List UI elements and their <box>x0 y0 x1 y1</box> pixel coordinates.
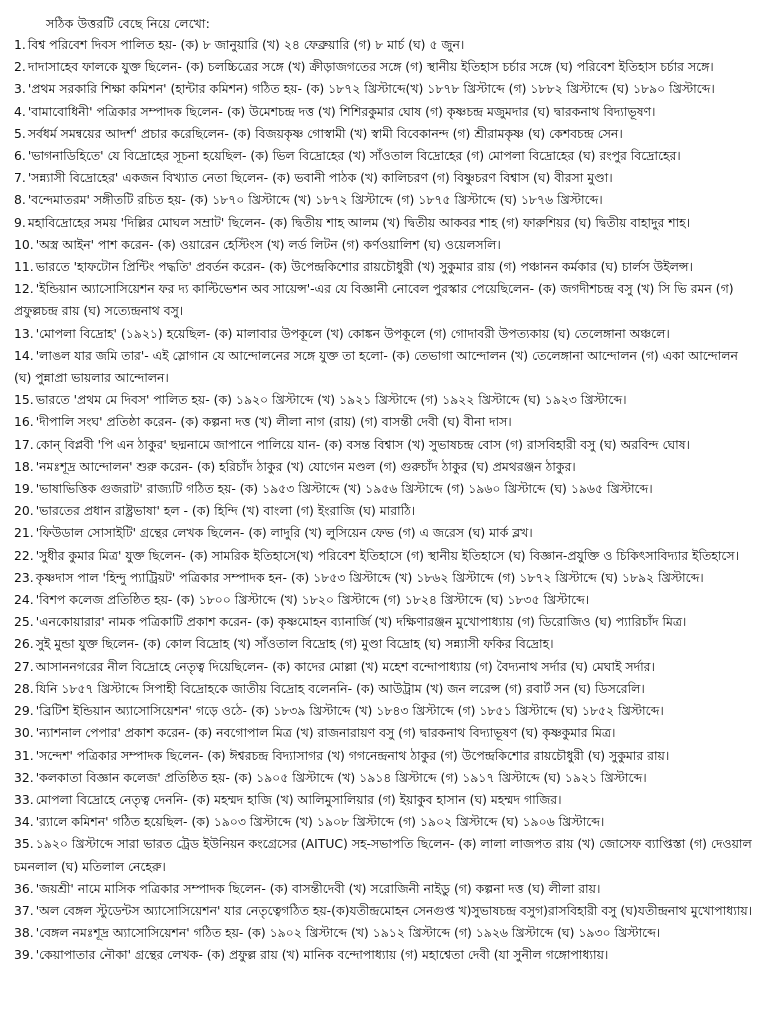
question-item <box>14 212 758 234</box>
question-item <box>14 545 758 567</box>
question-number: 3. <box>14 81 26 97</box>
question-number: 16. <box>14 414 34 430</box>
question-text: 'প্রথম সরকারি শিক্ষা কমিশন' (হান্টার কমিশন) গঠিত হয়- (ক) ১৮৭২ খ্রিস্টাব্দে(খ) ১৮৭৮ খ্রিস্টাব্দে (গ) ১৮৮২ খ্রিস্টাব্দে (ঘ) ১৮৯০ খ্রিস্টাব্দে। <box>27 81 715 97</box>
question-number: 6. <box>14 148 26 164</box>
question-number: 8. <box>14 192 26 208</box>
question-item <box>14 767 758 789</box>
question-item <box>14 145 758 167</box>
question-number: 5. <box>14 125 26 141</box>
question-text: মহাবিদ্রোহের সময় 'দিল্লির মোঘল সম্রাট' ছিলেন- (ক) দ্বিতীয় শাহ আলম (খ) দ্বিতীয় আকবর শাহ (গ) ফারুশিয়র (ঘ) দ্বিতীয় বাহাদুর শাহ। <box>27 214 691 230</box>
question-text: 'কলকাতা বিজ্ঞান কলেজ' প্রতিষ্ঠিত হয়- (ক) ১৯০৫ খ্রিস্টাব্দে (খ) ১৯১৪ খ্রিস্টাব্দে (গ) ১৯১৭ খ্রিস্টাব্দে (ঘ) ১৯২১ খ্রিস্টাব্দে। <box>35 769 647 785</box>
question-number: 4. <box>14 103 26 119</box>
question-text: সর্বধর্ম সমন্বয়ের আদর্শ' প্রচার করেছিলেন- (ক) বিজয়কৃষ্ণ গোস্বামী (খ) স্বামী বিবেকানন্দ (গ) শ্রীরামকৃষ্ণ (ঘ) কেশবচন্দ্র সেন। <box>27 125 623 141</box>
question-text: 'ইন্ডিয়ান অ্যাসোসিয়েশন ফর দ্য কাল্টিভেশন অব সায়েন্স'-এর যে বিজ্ঞানী নোবেল পুরস্কার পেয়েছিলেন- (ক) জগদীশচন্দ্র বসু (খ) সি ভি রমন (গ) প্রফুল্লচন্দ্র রায় (ঘ) সত্যেন্দ্রনাথ বসু। <box>14 281 734 319</box>
question-number: 9. <box>14 214 26 230</box>
question-text: 'ব্রিটিশ ইন্ডিয়ান অ্যাসোসিয়েশন' গড়ে ওঠে- (ক) ১৮৩৯ খ্রিস্টাব্দে (খ) ১৮৪৩ খ্রিস্টাব্দে (গ) ১৮৫১ খ্রিস্টাব্দে (ঘ) ১৮৫২ খ্রিস্টাব্দে। <box>35 703 664 719</box>
question-text: 'ফিউডাল সোসাইটি' গ্রন্থের লেখক ছিলেন- (ক) লাদুরি (খ) লুসিয়েন ফেভ (গ) এ জরেস (ঘ) মার্ক ব্লখ। <box>35 525 533 541</box>
question-item <box>14 878 758 900</box>
question-text: মোপলা বিদ্রোহে নেতৃত্ব দেননি- (ক) মহম্মদ হাজি (খ) আলিমুসালিয়ার (গ) ইয়াকুব হাসান (ঘ) মহম্মদ গাজির। <box>35 791 562 807</box>
question-number: 13. <box>14 325 34 341</box>
question-text: 'বন্দেমাতরম' সঙ্গীতটি রচিত হয়- (ক) ১৮৭০ খ্রিস্টাব্দে (খ) ১৮৭২ খ্রিস্টাব্দে (গ) ১৮৭৫ খ্রিস্টাব্দে (ঘ) ১৮৭৬ খ্রিস্টাব্দে। <box>27 192 603 208</box>
question-item <box>14 700 758 722</box>
question-list <box>14 34 758 967</box>
question-text: 'কেয়াপাতার নৌকা' গ্রন্থের লেখক- (ক) প্রফুল্ল রায় (খ) মানিক বন্দোপাধ্যায় (গ) মহাশ্বেতা দেবী (যা সুনীল গঙ্গোপাধ্যায়। <box>35 947 609 963</box>
question-number: 2. <box>14 59 26 75</box>
question-item <box>14 278 758 322</box>
question-item <box>14 78 758 100</box>
question-text: কোন্ বিপ্লবী 'পি এন ঠাকুর' ছদ্মনামে জাপানে পালিয়ে যান- (ক) বসন্ত বিশ্বাস (খ) সুভাষচন্দ্র বোস (গ) রাসবিহারী বসু (ঘ) অরবিন্দ ঘোষ। <box>35 436 690 452</box>
question-number: 39. <box>14 947 34 963</box>
question-item <box>14 123 758 145</box>
question-number: 14. <box>14 347 34 363</box>
question-number: 10. <box>14 236 34 252</box>
question-text: 'সন্দেশ' পত্রিকার সম্পাদক ছিলেন- (ক) ঈশ্বরচন্দ্র বিদ্যাসাগর (খ) গগনেন্দ্রনাথ ঠাকুর (গ) উপেন্দ্রকিশোর রায়চৌধুরী (ঘ) সুকুমার রায়। <box>35 747 670 763</box>
question-number: 15. <box>14 392 34 408</box>
question-item <box>14 389 758 411</box>
question-item <box>14 56 758 78</box>
question-item <box>14 922 758 944</box>
question-item <box>14 345 758 389</box>
question-item <box>14 234 758 256</box>
question-text: 'ভাগনাডিহিতে' যে বিদ্রোহের সূচনা হয়েছিল- (ক) ভিল বিদ্রোহের (খ) সাঁওতাল বিদ্রোহের (গ) মোপলা বিদ্রোহের (ঘ) রংপুর বিদ্রোহের। <box>27 148 681 164</box>
question-text: বিশ্ব পরিবেশ দিবস পালিত হয়- (ক) ৮ জানুয়ারি (খ) ২৪ ফেব্রুয়ারি (গ) ৮ মার্চ (ঘ) ৫ জুন। <box>27 37 465 52</box>
page-title: সঠিক উত্তরটি বেছে নিয়ে লেখো: <box>46 16 210 31</box>
question-number: 34. <box>14 814 34 830</box>
question-item <box>14 411 758 433</box>
question-item <box>14 722 758 744</box>
question-number: 22. <box>14 547 34 563</box>
question-item <box>14 745 758 767</box>
question-text: 'লাঙল যার জমি তার'- এই স্লোগান যে আন্দোলনের সঙ্গে যুক্ত তা হলো- (ক) তেভাগা আন্দোলন (খ) তেলেঙ্গানা আন্দোলন (গ) একা আন্দোলন (ঘ) পুন্নাপ্রা ভায়লার আন্দোলন। <box>14 347 738 386</box>
question-text: ভারতে 'হাফটোন প্রিন্টিং পদ্ধতি' প্রবর্তন করেন- (ক) উপেন্দ্রকিশোর রায়চৌধুরী (খ) সুকুমার রায় (গ) পঞ্চানন কর্মকার (ঘ) চার্লস উইলন্স। <box>35 259 693 275</box>
question-number: 29. <box>14 703 34 719</box>
question-number: 28. <box>14 680 34 696</box>
question-number: 30. <box>14 725 34 741</box>
question-number: 1. <box>14 37 26 52</box>
question-item <box>14 256 758 278</box>
question-text: 'এনকোয়ারার' নামক পত্রিকাটি প্রকাশ করেন- (ক) কৃষ্ণমোহন ব্যানার্জি (খ) দক্ষিণারঞ্জন মুখোপাধ্যায় (গ) ডিরোজিও (ঘ) প্যারিচাঁদ মিত্র। <box>35 614 687 630</box>
question-item <box>14 500 758 522</box>
question-item <box>14 633 758 655</box>
question-number: 20. <box>14 503 34 519</box>
question-text: 'ভাষাভিত্তিক গুজরাট' রাজ্যটি গঠিত হয়- (ক) ১৯৫৩ খ্রিস্টাব্দে (খ) ১৯৫৬ খ্রিস্টাব্দে (গ) ১৯৬০ খ্রিস্টাব্দে (ঘ) ১৯৬৫ খ্রিস্টাব্দে। <box>35 481 653 497</box>
question-text: দাদাসাহেব ফালকে যুক্ত ছিলেন- (ক) চলচ্চিত্রের সঙ্গে (খ) ক্রীড়াজগতের সঙ্গে (গ) স্থানীয় ইতিহাস চর্চার সঙ্গে (ঘ) পরিবেশ ইতিহাস চর্চার সঙ্গে। <box>27 59 714 75</box>
question-text: কৃষ্ণদাস পাল 'হিন্দু প্যাট্রিয়ট' পত্রিকার সম্পাদক হন- (ক) ১৮৫৩ খ্রিস্টাব্দে (খ) ১৮৬২ খ্রিস্টাব্দে (গ) ১৮৭২ খ্রিস্টাব্দে (ঘ) ১৮৯২ খ্রিস্টাব্দে। <box>35 569 704 585</box>
question-item <box>14 567 758 589</box>
question-number: 33. <box>14 791 34 807</box>
question-item <box>14 789 758 811</box>
question-number: 7. <box>14 170 26 186</box>
question-number: 17. <box>14 436 34 452</box>
question-text: আসাননগরের নীল বিদ্রোহে নেতৃত্ব দিয়েছিলেন- (ক) কাদের মোল্লা (খ) মহেশ বন্দোপাধ্যায় (গ) বৈদ্যনাথ সর্দার (ঘ) মেঘাই সর্দার। <box>35 658 655 674</box>
question-text: 'অল বেঙ্গল স্টুডেন্টস অ্যাসোসিয়েশন' যার নেতৃত্বেগঠিত হয়-(ক)যতীন্দ্রমোহন সেনগুপ্ত খ)সুভাষচন্দ্র বসুগ)রাসবিহারী বসু (ঘ)যতীন্দ্রনাথ মুখোপাধ্যায়। <box>35 902 753 918</box>
question-item <box>14 611 758 633</box>
question-text: 'ভারতের প্রধান রাষ্ট্রভাষা' হল - (ক) হিন্দি (খ) বাংলা (গ) ইংরাজি (ঘ) মারাঠি। <box>35 503 416 519</box>
question-item <box>14 434 758 456</box>
question-item <box>14 833 758 877</box>
question-item <box>14 678 758 700</box>
question-text: 'দীপালি সংঘ' প্রতিষ্ঠা করেন- (ক) কল্পনা দত্ত (খ) লীলা নাগ (রায়) (গ) বাসন্তী দেবী (ঘ) বীনা দাস। <box>35 414 512 430</box>
question-text: ভারতে 'প্রথম মে দিবস' পালিত হয়- (ক) ১৯২০ খ্রিস্টাব্দে (খ) ১৯২১ খ্রিস্টাব্দে (গ) ১৯২২ খ্রিস্টাব্দে (ঘ) ১৯২৩ খ্রিস্টাব্দে। <box>35 392 627 408</box>
question-item <box>14 900 758 922</box>
question-text: সুই মুন্ডা যুক্ত ছিলেন- (ক) কোল বিদ্রোহ (খ) সাঁওতাল বিদ্রোহ (গ) মুণ্ডা বিদ্রোহ (ঘ) সন্ন্যাসী ফকির বিদ্রোহ। <box>35 636 554 652</box>
question-text: 'ন্যাশনাল পেপার' প্রকাশ করেন- (ক) নবগোপাল মিত্র (খ) রাজনারায়ণ বসু (গ) দ্বারকনাথ বিদ্যাভূষণ (ঘ) কৃষ্ণকুমার মিত্র। <box>35 725 616 741</box>
question-number: 37. <box>14 902 34 918</box>
question-number: 25. <box>14 614 34 630</box>
question-text: 'বামাবোধিনী' পত্রিকার সম্পাদক ছিলেন- (ক) উমেশচন্দ্র দত্ত (খ) শিশিরকুমার ঘোষ (গ) কৃষ্ণচন্দ্র মজুমদার (ঘ) দ্বারকনাথ বিদ্যাভূষণ। <box>27 103 656 119</box>
question-item <box>14 478 758 500</box>
question-text: 'জয়শ্রী' নামে মাসিক পত্রিকার সম্পাদক ছিলেন- (ক) বাসন্তীদেবী (খ) সরোজিনী নাইডু (গ) কল্পনা দত্ত (ঘ) লীলা রায়। <box>35 880 601 896</box>
question-number: 19. <box>14 481 34 497</box>
question-text: 'সন্ন্যাসী বিদ্রোহের' একজন বিখ্যাত নেতা ছিলেন- (ক) ভবানী পাঠক (খ) কালিচরণ (গ) বিষ্ণুচরণ বিশ্বাস (ঘ) বীরসা মুণ্ডা। <box>27 170 613 186</box>
question-text: 'বেঙ্গল নমঃশূদ্র অ্যাসোসিয়েশন' গঠিত হয়- (ক) ১৯০২ খ্রিস্টাব্দে (খ) ১৯১২ খ্রিস্টাব্দে (গ) ১৯২৬ খ্রিস্টাব্দে (ঘ) ১৯৩০ খ্রিস্টাব্দে। <box>35 925 661 941</box>
question-number: 27. <box>14 658 34 674</box>
question-text: 'বিশপ কলেজ প্রতিষ্ঠিত হয়- (ক) ১৮০০ খ্রিস্টাব্দে (খ) ১৮২০ খ্রিস্টাব্দে (গ) ১৮২৪ খ্রিস্টাব্দে (ঘ) ১৮৩৫ খ্রিস্টাব্দে। <box>35 592 590 608</box>
question-text: 'নমঃশূদ্র আন্দোলন' শুরু করেন- (ক) হরিচাঁদ ঠাকুর (খ) যোগেন মণ্ডল (গ) গুরুচাঁদ ঠাকুর (ঘ) প্রমথরঞ্জন ঠাকুর। <box>35 458 576 474</box>
question-text: 'মোপলা বিদ্রোহ' (১৯২১) হয়েছিল- (ক) মালাবার উপকূলে (খ) কোঙ্কন উপকূলে (গ) গোদাবরী উপত্যকায় (ঘ) তেলেঙ্গানা অঞ্চলে। <box>35 325 670 341</box>
question-number: 38. <box>14 925 34 941</box>
question-text: 'র‍্যালে কমিশন' গঠিত হয়েছিল- (ক) ১৯০৩ খ্রিস্টাব্দে (খ) ১৯০৮ খ্রিস্টাব্দে (গ) ১৯০২ খ্রিস্টাব্দে (ঘ) ১৯০৬ খ্রিস্টাব্দে। <box>35 814 605 830</box>
question-item <box>14 811 758 833</box>
question-number: 35. <box>14 836 34 852</box>
question-number: 24. <box>14 592 34 608</box>
question-item <box>14 656 758 678</box>
question-number: 21. <box>14 525 34 541</box>
question-item <box>14 167 758 189</box>
question-item <box>14 34 758 56</box>
question-item <box>14 522 758 544</box>
question-text: যিনি ১৮৫৭ খ্রিস্টাব্দে সিপাহী বিদ্রোহকে জাতীয় বিদ্রোহ বলেননি- (ক) আউট্রাম (খ) জন লরেন্স (গ) রবার্ট সন (ঘ) ডিসরেলি। <box>35 680 645 696</box>
question-number: 32. <box>14 769 34 785</box>
question-number: 11. <box>14 259 34 275</box>
question-number: 18. <box>14 458 34 474</box>
question-item <box>14 189 758 211</box>
question-number: 31. <box>14 747 34 763</box>
question-item <box>14 589 758 611</box>
question-item <box>14 101 758 123</box>
question-number: 23. <box>14 569 34 585</box>
question-text: 'সুধীর কুমার মিত্র' যুক্ত ছিলেন- (ক) সামরিক ইতিহাসে(খ) পরিবেশ ইতিহাসে (গ) স্থানীয় ইতিহাসে (ঘ) বিজ্ঞান-প্রযুক্তি ও চিকিৎসাবিদ্যার ইতিহাসে। <box>35 547 740 563</box>
question-number: 26. <box>14 636 34 652</box>
question-number: 36. <box>14 880 34 896</box>
question-item <box>14 944 758 966</box>
question-text: ১৯২০ খ্রিস্টাব্দে সারা ভারত ট্রেড ইউনিয়ন কংগ্রেসের (AITUC) সহ-সভাপতি ছিলেন- (ক) লালা লাজপত রায় (খ) জোসেফ ব্যাপ্তিস্তা (গ) দেওয়াল চমনলাল (ঘ) মতিলাল নেহেরু। <box>14 836 752 874</box>
question-number: 12. <box>14 281 34 297</box>
question-item <box>14 323 758 345</box>
question-item <box>14 456 758 478</box>
question-text: 'অস্ত্র আইন' পাশ করেন- (ক) ওয়ারেন হেস্টিংস (খ) লর্ড লিটন (গ) কর্ণওয়ালিশ (ঘ) ওয়েলসলি। <box>35 236 501 252</box>
